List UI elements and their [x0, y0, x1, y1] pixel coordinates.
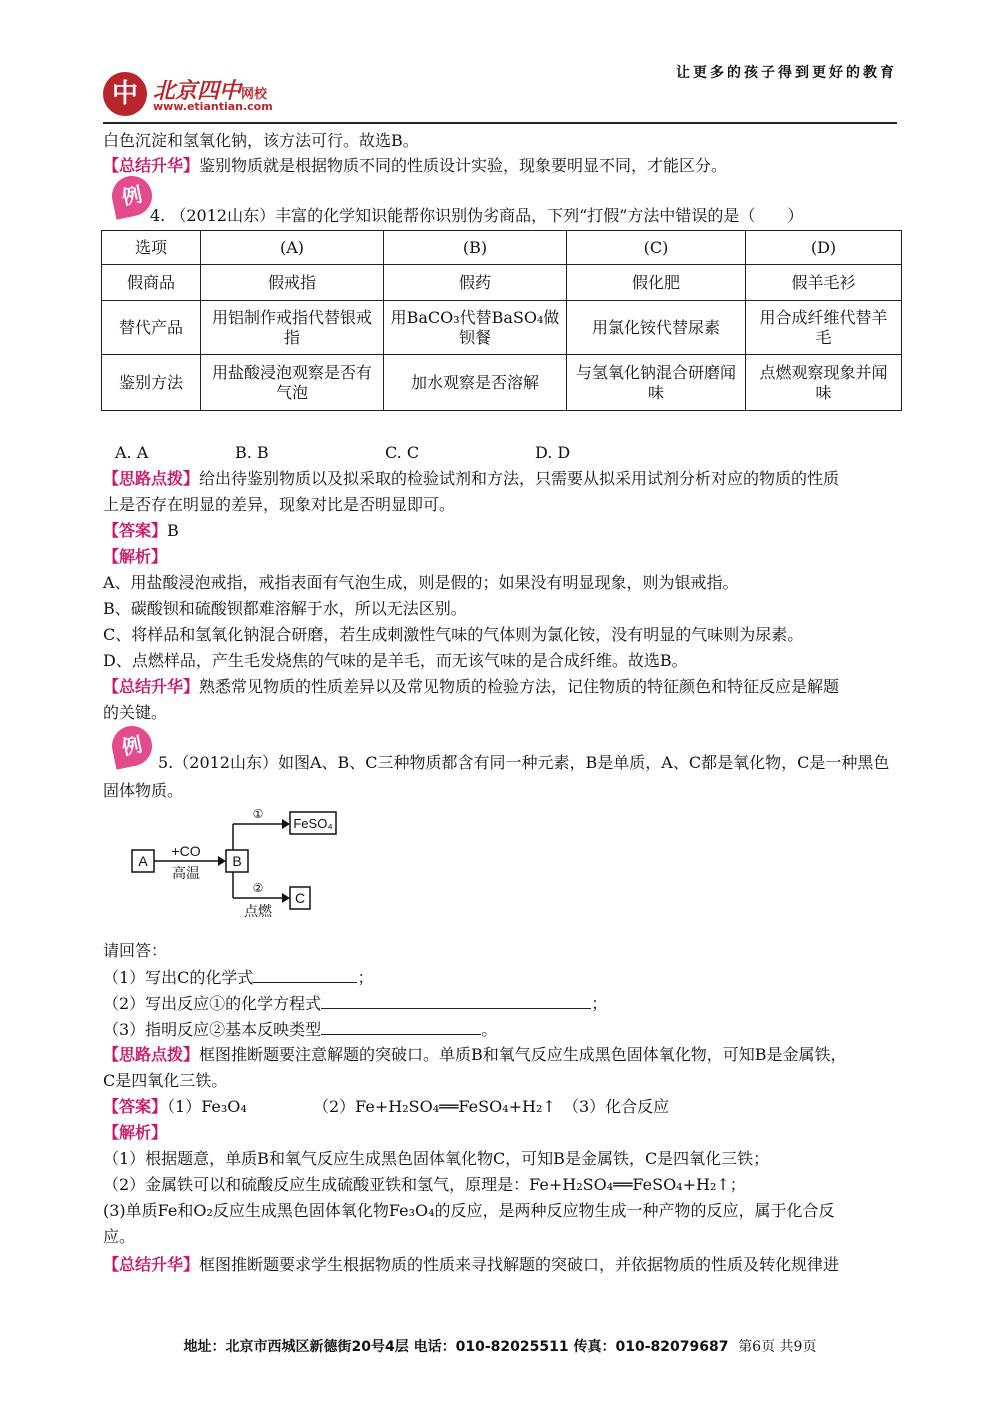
footer-address: 地址：北京市西城区新德街20号4层 电话：010-82025511 传真：010-82079687 [183, 1339, 729, 1355]
example-badge-icon: 例 [108, 172, 155, 219]
table-row [102, 301, 902, 355]
table-cell: 选项 [102, 231, 201, 265]
table-cell: 用铝制作戒指代替银戒指 [201, 301, 384, 355]
condition-heat: 高温 [172, 865, 200, 881]
node-a: A [138, 853, 148, 869]
table-cell: 假化肥 [567, 265, 746, 301]
q5-sub2: （2）写出反应①的化学方程式 ； [103, 994, 608, 1013]
table-cell: 用BaCO₃代替BaSO₄做钡餐 [384, 301, 567, 355]
q4-analysis-b: B、碳酸钡和硫酸钡都难溶解于水，所以无法区别。 [103, 599, 467, 618]
intro-line: 白色沉淀和氢氧化钠，该方法可行。故选B。 [103, 131, 419, 150]
example-badge-icon: 例 [108, 722, 155, 769]
table-cell: 假药 [384, 265, 567, 301]
choice-c: C. C [385, 443, 420, 462]
options-table [101, 230, 902, 411]
q5-hint-cont: C是四氧化三铁。 [103, 1071, 228, 1090]
q4-hint-cont: 上是否存在明显的差异，现象对比是否明显即可。 [103, 495, 456, 514]
node-feso4: FeSO₄ [293, 816, 333, 831]
table-cell: 加水观察是否溶解 [384, 355, 567, 411]
q5-analysis-3: (3)单质Fe和O₂反应生成黑色固体氧化物Fe₃O₄的反应，是两种反应物生成一种产物的反应，属于化合反 [103, 1201, 835, 1220]
q4-summary-cont: 的关键。 [103, 703, 168, 722]
logo [103, 72, 293, 120]
logo-mark: 中 [103, 72, 147, 116]
q5-analysis-3-cont: 应。 [103, 1227, 136, 1246]
q5-answer-2: （2）Fe+H₂SO₄══FeSO₄+H₂↑ [313, 1097, 556, 1116]
table-cell: 与氢氧化钠混合研磨闻味 [567, 355, 746, 411]
q5-answer: 【答案】（1）Fe₃O₄ [103, 1097, 247, 1116]
page-number: 第6页 共9页 [738, 1339, 817, 1355]
answer-blank[interactable] [321, 992, 591, 1009]
table-cell: (B) [384, 231, 567, 265]
q5-analysis-1: （1）根据题意，单质B和氧气反应生成黑色固体氧化物C，可知B是金属铁，C是四氧化三铁； [103, 1149, 770, 1168]
q4-analysis-c: C、将样品和氢氧化钠混合研磨，若生成刺激性气味的气体则为氯化铵，没有明显的气味则为尿素。 [103, 625, 804, 644]
intro-summary: 【总结升华】鉴别物质就是根据物质不同的性质设计实验，现象要明显不同，才能区分。 [103, 156, 728, 175]
q4-analysis-a: A、用盐酸浸泡戒指，戒指表面有气泡生成，则是假的；如果没有明显现象，则为银戒指。 [103, 573, 739, 592]
q4-summary: 【总结升华】熟悉常见物质的性质差异以及常见物质的检验方法，记住物质的特征颜色和特征反应是解题 [103, 677, 840, 696]
node-c: C [294, 890, 306, 906]
q5-answer-3: （3）化合反应 [563, 1097, 670, 1116]
table-cell: 用盐酸浸泡观察是否有气泡 [201, 355, 384, 411]
table-cell: (D) [746, 231, 902, 265]
q4-answer: 【答案】B [103, 521, 179, 540]
q5-ask: 请回答： [103, 941, 168, 960]
q5-hint: 【思路点拨】框图推断题要注意解题的突破口。单质B和氧气反应生成黑色固体氧化物，可知B是金属铁， [103, 1045, 847, 1064]
logo-name: 北京四中 [153, 78, 242, 104]
answer-blank[interactable] [321, 1018, 481, 1035]
table-cell: 假羊毛衫 [746, 265, 902, 301]
table-cell: (C) [567, 231, 746, 265]
page-footer [0, 1336, 1000, 1356]
table-row [102, 231, 902, 265]
table-cell: 假商品 [102, 265, 201, 301]
step-1: ① [252, 807, 264, 821]
header-slogan: 让更多的孩子得到更好的教育 [676, 65, 897, 81]
reaction-diagram [130, 804, 350, 924]
choice-a: A. A [115, 443, 149, 462]
table-cell: (A) [201, 231, 384, 265]
table-cell: 用氯化铵代替尿素 [567, 301, 746, 355]
q5-stem-cont: 固体物质。 [103, 781, 184, 800]
q4-analysis-tag: 【解析】 [103, 547, 168, 566]
table-cell: 点燃观察现象并闻味 [746, 355, 902, 411]
q4-analysis-d: D、点燃样品，产生毛发烧焦的气味的是羊毛，而无该气味的是合成纤维。故选B。 [103, 651, 688, 670]
step-2: ② [252, 881, 264, 895]
choice-d: D. D [535, 443, 571, 462]
table-cell: 鉴别方法 [102, 355, 201, 411]
reagent-co: +CO [171, 843, 201, 859]
logo-url: www.etiantian.com [153, 100, 273, 113]
condition-ignite: 点燃 [244, 903, 272, 919]
table-cell: 替代产品 [102, 301, 201, 355]
choice-b: B. B [235, 443, 269, 462]
q5-analysis-2: （2）金属铁可以和硫酸反应生成硫酸亚铁和氢气，原理是：Fe+H₂SO₄══FeSO₄+H₂↑； [103, 1175, 746, 1194]
answer-blank[interactable] [253, 966, 357, 983]
q5-sub1: （1）写出C的化学式 ； [103, 968, 374, 987]
table-cell: 假戒指 [201, 265, 384, 301]
header-rule [103, 122, 897, 124]
node-b: B [232, 853, 242, 869]
q4-stem: 4. （2012山东）丰富的化学知识能帮你识别伪劣商品，下列“打假”方法中错误的是（ ） [150, 206, 804, 225]
q5-sub3: （3）指明反应②基本反映类型 。 [103, 1020, 498, 1039]
q5-analysis-tag: 【解析】 [103, 1123, 168, 1142]
logo-sub: 网校 [241, 87, 268, 102]
table-row [102, 265, 902, 301]
table-row [102, 355, 902, 411]
table-cell: 用合成纤维代替羊毛 [746, 301, 902, 355]
q5-summary: 【总结升华】框图推断题要求学生根据物质的性质来寻找解题的突破口，并依据物质的性质及转化规律进 [103, 1255, 840, 1274]
q5-stem: 5.（2012山东）如图A、B、C三种物质都含有同一种元素，B是单质，A、C都是氧化物，C是一种黑色 [158, 753, 890, 772]
q4-hint: 【思路点拨】给出待鉴别物质以及拟采取的检验试剂和方法，只需要从拟采用试剂分析对应的物质的性质 [103, 469, 840, 488]
